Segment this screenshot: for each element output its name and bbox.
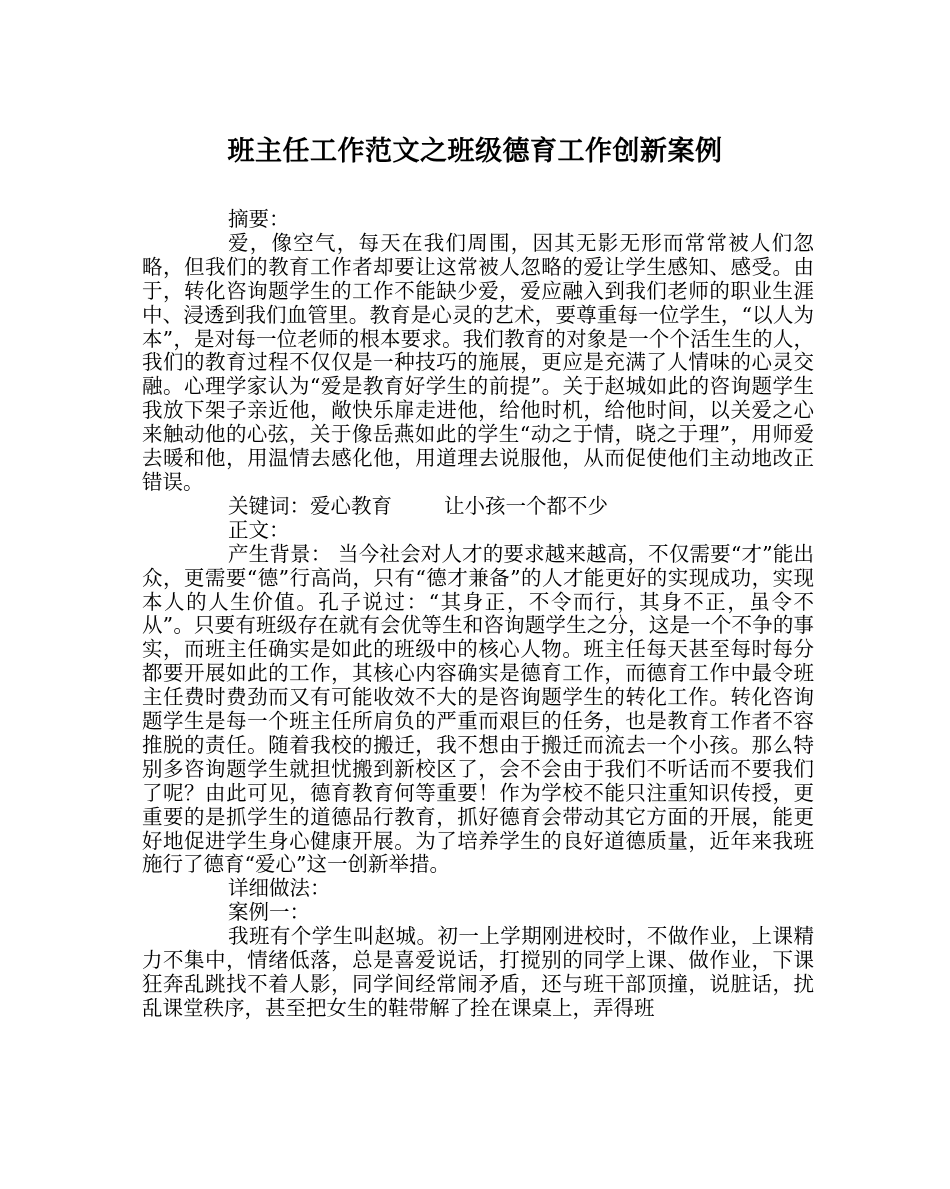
document-title: 班主任工作范文之班级德育工作创新案例 xyxy=(227,136,723,167)
keywords-label: 关键词：爱心教育 xyxy=(228,493,392,518)
main-text-label: 正文： xyxy=(228,517,290,542)
case-paragraph: 我班有个学生叫赵城。初一上学期刚进校时，不做作业，上课精力不集中，情绪低落，总是喜爱说话，打搅别的同学上课、做作业，下课狂奔乱跳找不着人影，同学间经常闹矛盾，还与班干部顶撞，说脏话，扰乱课堂秩序，甚至把女生的鞋带解了拴在课桌上，弄得班 xyxy=(142,924,814,1020)
abstract-paragraph: 爱，像空气，每天在我们周围，因其无影无形而常常被人们忽略，但我们的教育工作者却要让这常被人忽略的爱让学生感知、感受。由于，转化咨询题学生的工作不能缺少爱，爱应融入到我们老师的职业生涯中、浸透到我们血管里。教育是心灵的艺术，要尊重每一位学生，“以人为本”，是对每一位老师的根本要求。我们教育的对象是一个个活生生的人，我们的教育过程不仅仅是一种技巧的施展，更应是充满了人情味的心灵交融。心理学家认为“爱是教育好学生的前提”。关于赵城如此的咨询题学生我放下架子亲近他，敞快乐扉走进他，给他时机，给他时间，以关爱之心来触动他的心弦，关于像岳燕如此的学生“动之于情，晓之于理”，用师爱去暖和他，用温情去感化他，用道理去说服他，从而促使他们主动地改正错误。 xyxy=(142,230,814,494)
document-body xyxy=(142,208,814,1021)
background-paragraph: 产生背景： 当今社会对人才的要求越来越高，不仅需要“才”能出众，更需要“德”行高尚，只有“德才兼备”的人才能更好的实现成功，实现本人的人生价值。孔子说过：“其身正，不令而行，其身不正，虽令不从”。只要有班级存在就有会优等生和咨询题学生之分，这是一个不争的事实，而班主任确实是如此的班级中的核心人物。班主任每天甚至每时每分都要开展如此的工作，其核心内容确实是德育工作，而德育工作中最令班主任费时费劲而又有可能收效不大的是咨询题学生的转化工作。转化咨询题学生是每一个班主任所肩负的严重而艰巨的任务，也是教育工作者不容推脱的责任。随着我校的搬迁，我不想由于搬迁而流去一个小孩。那么特别多咨询题学生就担忧搬到新校区了，会不会由于我们不听话而不要我们了呢？由此可见，德育教育何等重要！作为学校不能只注重知识传授，更重要的是抓学生的道德品行教育，抓好德育会带动其它方面的开展，能更好地促进学生身心健康开展。为了培养学生的良好道德质量，近年来我班施行了德育“爱心”这一创新举措。 xyxy=(142,541,814,877)
keywords-second: 让小孩一个都不少 xyxy=(444,493,608,518)
method-label: 详细做法： xyxy=(228,876,331,901)
keywords-line xyxy=(142,495,814,519)
case-label: 案例一： xyxy=(228,900,310,925)
abstract-label: 摘要： xyxy=(228,207,290,231)
